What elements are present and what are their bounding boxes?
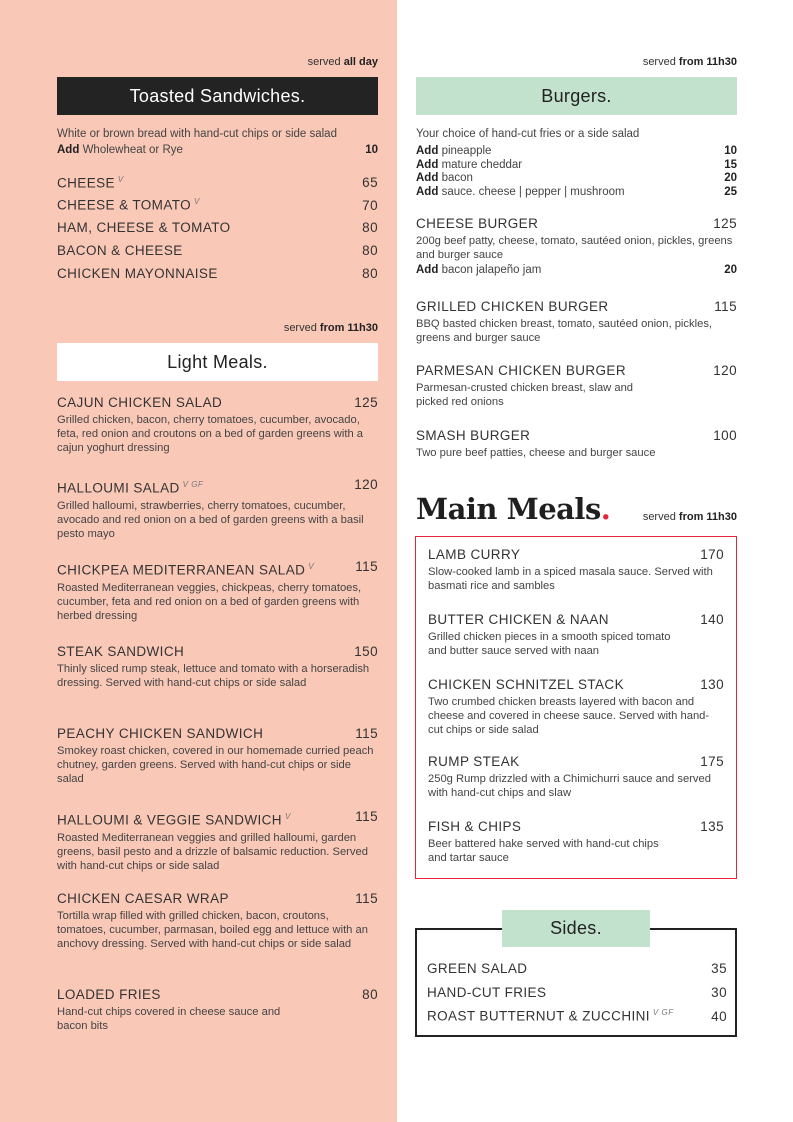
sandwiches-intro: White or brown bread with hand-cut chips or side salad Add Wholewheat or Rye 10 <box>57 128 378 156</box>
list-item: CHEESE & TOMATO $^V$ 70 <box>57 197 378 213</box>
addon-row: Add pineapple 10 <box>416 145 737 157</box>
menu-item: HALLOUMI SALAD $^{V GF}$ 120 Grilled halloumi, strawberries, cherry tomatoes, cucumber, avocado and red onion on a bed of garden greens with a basil pesto mayo <box>57 477 378 540</box>
list-item: CHICKEN MAYONNAISE 80 <box>57 265 378 281</box>
sandwiches-served-note: served all day <box>307 56 378 68</box>
list-item: HAM, CHEESE & TOMATO 80 <box>57 220 378 236</box>
menu-item: CHICKPEA MEDITERRANEAN SALAD $^V$ 115 Roasted Mediterranean veggies, chickpeas, cherry tomatoes, cucumber, feta and red onion on a bed of garden greens with herbed dressing <box>57 559 378 622</box>
menu-item: PEACHY CHICKEN SANDWICH 115 Smokey roast chicken, covered in our homemade curried peach chutney, garden greens. Served with hand-cut chips or side salad <box>57 726 378 785</box>
menu-item: GRILLED CHICKEN BURGER 115 BBQ basted chicken breast, tomato, sautéed onion, pickles, greens and burger sauce <box>416 299 737 344</box>
sides-list <box>427 956 727 1028</box>
burgers-heading: Burgers. <box>416 77 737 115</box>
main-meals-served-note: served from 11h30 <box>642 511 737 523</box>
list-item: CHEESE $^V$ 65 <box>57 174 378 191</box>
burgers-addons <box>416 145 737 199</box>
menu-item: LAMB CURRY 170 Slow-cooked lamb in a spiced masala sauce. Served with basmati rice and sambles <box>428 547 724 592</box>
addon-row: Add sauce. cheese | pepper | mushroom 25 <box>416 185 737 198</box>
light-meals-served-note: served from 11h30 <box>283 322 378 334</box>
sandwiches-addon: Add Wholewheat or Rye 10 <box>57 144 378 156</box>
menu-item: LOADED FRIES 80 Hand-cut chips covered in cheese sauce and bacon bits <box>57 987 378 1032</box>
list-item: HAND-CUT FRIES 30 <box>427 984 727 1000</box>
addon-row: Add bacon jalapeño jam 20 <box>416 264 737 276</box>
sides-heading: Sides. <box>502 910 650 947</box>
main-meals-box <box>415 536 737 879</box>
menu-item: CHICKEN SCHNITZEL STACK 130 Two crumbed chicken breasts layered with bacon and cheese and covered in cheese sauce. Served with hand-cut chips or side salad <box>428 677 724 736</box>
addon-row: Add mature cheddar 15 <box>416 158 737 171</box>
list-item: BACON & CHEESE 80 <box>57 242 378 258</box>
menu-item: CAJUN CHICKEN SALAD 125 Grilled chicken, bacon, cherry tomatoes, cucumber, avocado, feta, red onion and croutons on a bed of garden greens with a cajun yoghurt dressing <box>57 395 378 454</box>
main-meals-heading: Main Meals. <box>416 492 611 526</box>
list-item: ROAST BUTTERNUT & ZUCCHINI $^{V GF}$ 40 <box>427 1008 727 1024</box>
light-meals-heading: Light Meals. <box>57 343 378 381</box>
menu-item: CHICKEN CAESAR WRAP 115 Tortilla wrap filled with grilled chicken, bacon, croutons, tomatoes, cucumber, parmasan, boiled egg and lettuce with an anchovy dressing. Served with hand-cut chips or side salad <box>57 891 378 950</box>
menu-item: HALLOUMI & VEGGIE SANDWICH $^V$ 115 Roasted Mediterranean veggies and grilled halloumi, garden greens, basil pesto and a drizzle of balsamic reduction. Served with hand-cut chips or side salad <box>57 809 378 872</box>
menu-item: PARMESAN CHICKEN BURGER 120 Parmesan-crusted chicken breast, slaw and picked red onions <box>416 363 737 408</box>
menu-item: STEAK SANDWICH 150 Thinly sliced rump steak, lettuce and tomato with a horseradish dressing. Served with hand-cut chips or side salad <box>57 644 378 689</box>
sandwiches-list <box>57 171 378 284</box>
menu-item: RUMP STEAK 175 250g Rump drizzled with a Chimichurri sauce and served with hand-cut chips and slaw <box>428 754 724 799</box>
burgers-intro: Your choice of hand-cut fries or a side salad Add pineapple 10 Add mature cheddar 15 Add bacon 20 Add sauce. cheese | pepper | mushroom 25 <box>416 128 737 198</box>
menu-item: FISH & CHIPS 135 Beer battered hake served with hand-cut chips and tartar sauce <box>428 819 724 864</box>
menu-item: CHEESE BURGER 125 200g beef patty, cheese, tomato, sautéed onion, pickles, greens and burger sauce Add bacon jalapeño jam 20 <box>416 216 737 276</box>
burgers-served-note: served from 11h30 <box>642 56 737 68</box>
list-item: GREEN SALAD 35 <box>427 960 727 976</box>
sandwiches-heading: Toasted Sandwiches. <box>57 77 378 115</box>
menu-item: BUTTER CHICKEN & NAAN 140 Grilled chicken pieces in a smooth spiced tomato and butter sauce served with naan <box>428 612 724 657</box>
addon-row: Add bacon 20 <box>416 172 737 184</box>
menu-item: SMASH BURGER 100 Two pure beef patties, cheese and burger sauce <box>416 428 737 459</box>
